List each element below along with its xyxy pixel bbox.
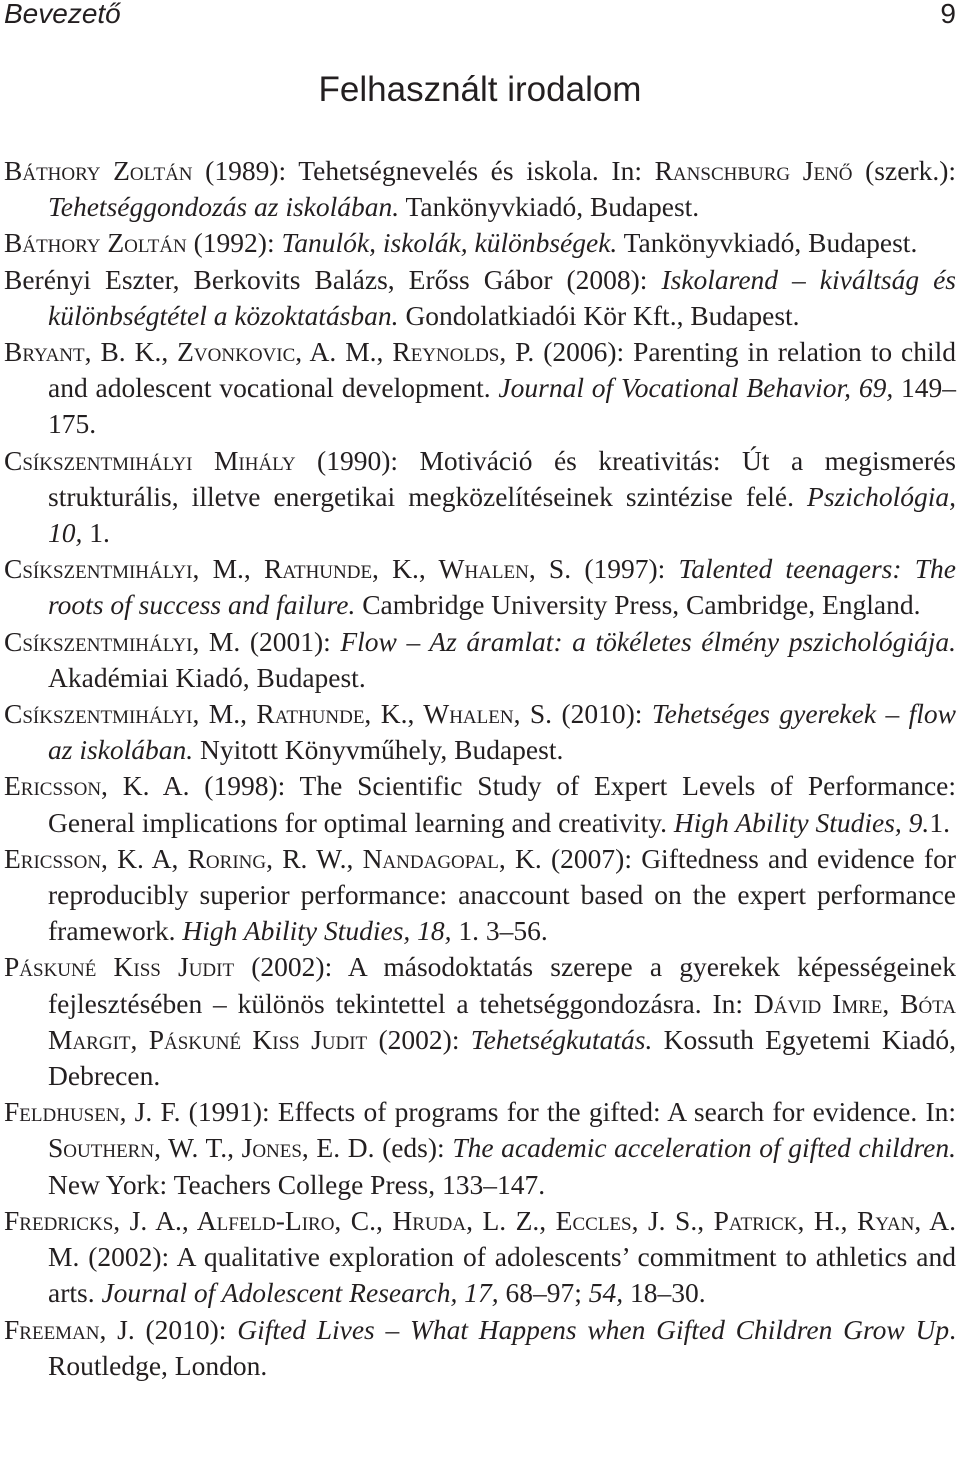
reference-entry	[0, 841, 956, 950]
reference-author: Southern, W. T., Jones, E. D.	[48, 1132, 375, 1164]
reference-author: Báthory Zoltán	[4, 227, 187, 259]
reference-author: Freeman, J.	[4, 1313, 135, 1345]
reference-text: (1990): Motiváció és kreativitás: Út a megismerés strukturális, illetve energetikai megközelítéseinek szintézise felé.	[48, 444, 956, 512]
reference-text: (2001):	[240, 625, 341, 657]
reference-entry	[0, 153, 956, 225]
reference-title: Journal of Vocational Behavior, 69,	[498, 372, 894, 404]
reference-title: Gifted Lives – What Happens when Gifted Children Grow Up	[237, 1313, 950, 1345]
reference-title: Iskolarend – kiváltság és különbségtétel a közoktatásban.	[48, 263, 956, 331]
reference-text: (1998): The Scientific Study of Expert Levels of Performance: General implications for optimal learning and creativity.	[48, 770, 957, 838]
reference-title: The academic acceleration of gifted children.	[452, 1132, 956, 1164]
reference-entry	[0, 1203, 956, 1312]
reference-title: Talented teenagers: The roots of success and failure.	[48, 553, 956, 621]
reference-title: Flow – Az áramlat: a tökéletes élmény pszichológiája.	[340, 625, 956, 657]
reference-text: 1.	[929, 806, 950, 838]
reference-author: Csíkszentmihályi, M.	[4, 625, 241, 657]
reference-entry	[0, 696, 956, 768]
reference-text: (2010):	[552, 698, 652, 730]
reference-title: Journal of Adolescent Research, 17,	[101, 1277, 499, 1309]
reference-title: Tanulók, iskolák, különbségek.	[281, 227, 618, 259]
reference-text: 149–175.	[48, 372, 957, 440]
reference-title: High Ability Studies, 9.	[673, 806, 930, 838]
page-number: 9	[940, 0, 956, 29]
reference-text: (szerk.):	[852, 155, 956, 186]
reference-entry	[0, 1312, 956, 1384]
reference-author: Csíkszentmihályi, M., Rathunde, K., Whalen, S.	[4, 698, 553, 730]
reference-title: Tehetséggondozás az iskolában.	[48, 191, 400, 223]
reference-text: Tankönyvkiadó, Budapest.	[617, 227, 918, 259]
reference-text: Tankönyvkiadó, Budapest.	[399, 191, 700, 223]
reference-entry	[0, 624, 956, 696]
reference-text: (2010):	[134, 1313, 238, 1345]
reference-author: Ranschburg Jenő	[654, 155, 853, 186]
reference-entry	[0, 768, 956, 840]
page-title: Felhasznált irodalom	[318, 70, 642, 109]
reference-list	[0, 153, 956, 1384]
reference-text: Nyitott Könyvműhely, Budapest.	[193, 734, 564, 766]
reference-entry	[0, 1094, 956, 1203]
reference-entry	[0, 225, 956, 261]
reference-text: (2002): A másodoktatás szerepe a gyerekek képességeinek fejlesztésében – különös tekintettel a tehetséggondozásra. In:	[48, 951, 956, 1019]
reference-text: 1.	[82, 517, 110, 549]
reference-text: Akadémiai Kiadó, Budapest.	[48, 661, 366, 693]
reference-text: (1989): Tehetségnevelés és iskola. In:	[192, 155, 655, 186]
reference-text: (2007): Giftedness and evidence for reproducibly superior performance: anaccount based on the expert performance framework.	[48, 842, 956, 947]
reference-author: Csíkszentmihályi Mihály	[4, 444, 296, 476]
reference-title: Tehetséges gyerekek – flow az iskolában.	[48, 698, 956, 766]
reference-text: (2002):	[367, 1023, 471, 1055]
reference-author: Feldhusen, J. F.	[4, 1096, 181, 1128]
reference-text: New York: Teachers College Press, 133–147.	[48, 1168, 546, 1200]
reference-author: Bryant, B. K., Zvonkovic, A. M., Reynolds, P.	[4, 336, 535, 368]
reference-text: (2006): Parenting in relation to child and adolescent vocational development.	[48, 336, 957, 404]
reference-text: Gondolatkiadói Kör Kft., Budapest.	[398, 299, 800, 331]
reference-title: 54,	[588, 1277, 624, 1309]
reference-entry	[0, 334, 956, 443]
reference-text: (1992):	[186, 227, 282, 259]
reference-text: (eds):	[374, 1132, 453, 1164]
reference-entry	[0, 443, 956, 552]
running-header	[0, 0, 960, 32]
reference-text: 18–30.	[623, 1277, 706, 1309]
reference-author: Ericsson, K. A, Roring, R. W., Nandagopal, K.	[4, 842, 542, 874]
reference-title: High Ability Studies, 18,	[182, 915, 452, 947]
reference-entry	[0, 262, 956, 334]
reference-entry	[0, 949, 956, 1094]
reference-author: Csíkszentmihályi, M., Rathunde, K., Whalen, S.	[4, 553, 572, 585]
reference-text: Cambridge University Press, Cambridge, England.	[355, 589, 921, 621]
reference-title: Tehetségkutatás.	[470, 1023, 653, 1055]
reference-author: Báthory Zoltán	[4, 155, 193, 186]
reference-entry	[0, 551, 956, 623]
reference-text: 1. 3–56.	[451, 915, 548, 947]
reference-text: (1997):	[571, 553, 679, 585]
reference-text: (1991): Effects of programs for the gifted: A search for evidence. In:	[180, 1096, 956, 1128]
section-title: Bevezető	[4, 0, 121, 29]
reference-text: . Routledge, London.	[48, 1313, 957, 1381]
reference-title: Pszichológia, 10,	[48, 480, 956, 549]
reference-text: Berényi Eszter, Berkovits Balázs, Erőss Gábor (2008):	[4, 263, 662, 295]
reference-text: 68–97;	[498, 1277, 589, 1309]
reference-text: Kossuth Egyetemi Kiadó, Debrecen.	[48, 1023, 956, 1092]
reference-author: Páskuné Kiss Judit	[4, 951, 235, 983]
reference-author: Dávid Imre, Bóta Margit, Páskuné Kiss Judit	[48, 987, 956, 1055]
reference-text: (2002): A qualitative exploration of adolescents’ commitment to athletics and arts.	[48, 1241, 956, 1309]
reference-author: Fredricks, J. A., Alfeld-Liro, C., Hruda, L. Z., Eccles, J. S., Patrick, H., Ryan, A. M.	[4, 1204, 956, 1273]
reference-author: Ericsson, K. A.	[4, 770, 190, 802]
